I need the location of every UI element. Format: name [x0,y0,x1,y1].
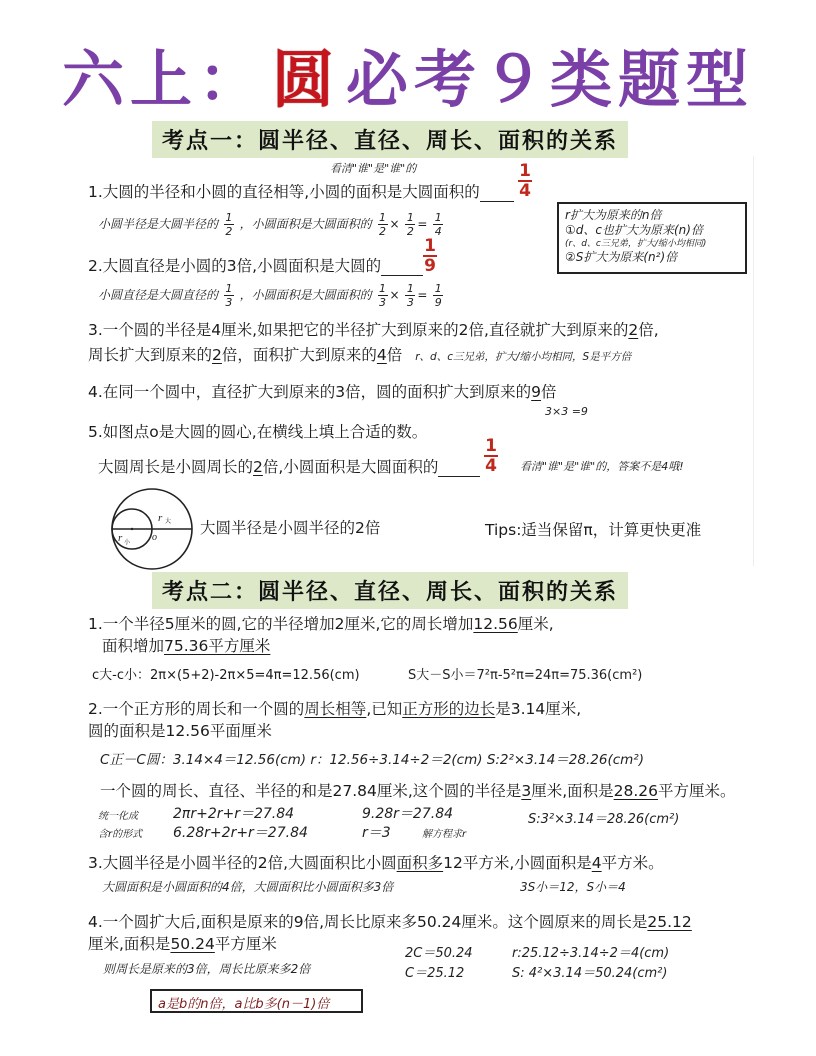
title-suffix: 必考９类题型 [346,43,755,116]
s1-q1-answer: 1 4 [519,161,531,201]
center-label: o [152,532,157,543]
s2-q2b-eq1: 2πr+2r+r＝27.84 [173,806,295,822]
s2-q1-work-c: c大-c小：2π×(5+2)-2π×5=4π=12.56(cm) [92,668,360,683]
svg-text:大: 大 [165,518,172,525]
r-small-label: r [118,532,123,544]
s1-q1-text: 1.大圆的半径和小圆的直径相等,小圆的面积是大圆面积的 [88,180,514,202]
page-title [0,30,816,119]
s2-q4-line1: 4.一个圆扩大后,面积是原来的9倍,周长比原来多50.24厘米。这个圆原来的周长是25.12 [88,913,692,931]
s1-q1-work: 小圆半径是大圆半径的 $\frac{1}{2}$ ，小圆面积是大圆面积的 $\frac{1}{2}$ × $\frac{1}{2}$ = $\frac{1}{4}$ [98,211,442,238]
s2-q2-work: C正－C圆：3.14×4＝12.56(cm) r：12.56÷3.14÷2＝2(cm) S:2²×3.14＝28.26(cm²) [100,752,644,768]
q1-hint: 看清"谁"是"谁"的 [330,162,417,175]
s2-q1-work-s: S大－S小＝7²π-5²π=24π=75.36(cm²) [408,668,643,683]
s2-q3-work: 大圆面积是小圆面积的4倍，大圆面积比小圆面积多3倍 [102,880,394,894]
s1-q5-answer: 1 4 [485,436,497,476]
s2-q4-line2: 厘米,面积是50.24平方厘米 [88,935,277,953]
s2-q2b-eq5: S:3²×3.14＝28.26(cm²) [528,812,680,827]
s2-q4-eq1: 2C＝50.24 [405,946,473,961]
s2-q2b-eq4: r＝3 [362,825,391,841]
s2-q2b-eq4-note: 解方程求r [422,829,467,840]
s2-q4-work-note: 则周长是原来的3倍，周长比原来多2倍 [103,962,311,976]
s2-q4-eq4: S: 4²×3.14＝50.24(cm²) [512,966,668,981]
s2-q4-eq3: r:25.12÷3.14÷2＝4(cm) [512,946,670,961]
s1-q4-work: 3×3 =9 [545,405,588,418]
s2-q2b-eq2: 6.28r+2r+r＝27.84 [173,825,308,841]
title-highlight: 圆 [271,43,340,116]
s2-q2b-note2: 含r的形式 [98,829,143,840]
s1-q2-answer: 1 9 [424,236,436,276]
s2-q3-text: 3.大圆半径是小圆半径的2倍,大圆面积比小圆面积多12平方米,小圆面积是4平方米。 [88,854,664,872]
s1-q3-line1: 3.一个圆的半径是4厘米,如果把它的半径扩大到原来的2倍,直径就扩大到原来的2倍, [88,321,659,339]
s2-q2b-note1: 统一化成 [98,811,138,822]
tips-text: Tips:适当保留π，计算更快更准 [485,521,702,539]
s1-q2-work: 小圆直径是大圆直径的 $\frac{1}{3}$ ，小圆面积是大圆面积的 $\frac{1}{3}$ × $\frac{1}{3}$ = $\frac{1}{9}$ [98,282,442,309]
s1-q4-text: 4.在同一个圆中，直径扩大到原来的3倍，圆的面积扩大到原来的9倍 [88,383,557,401]
s1-q5-sub: 大圆周长是小圆周长的2倍,小圆面积是大圆面积的 [98,455,480,477]
s2-q4-eq2: C＝25.12 [405,966,465,981]
rule-note-box: r扩大为原来的n倍 ①d、c也扩大为原来(n)倍 (r、d、c三兄弟，扩大/缩小均相同) ②S扩大为原来(n²)倍 [557,202,747,274]
s2-q2-line1: 2.一个正方形的周长和一个圆的周长相等,已知正方形的边长是3.14厘米, [88,700,582,718]
s2-q2b-text: 一个圆的周长、直径、半径的和是27.84厘米,这个圆的半径是3厘米,面积是28.26平方厘米。 [100,782,736,800]
diagram-caption: 大圆半径是小圆半径的2倍 [200,519,381,537]
multiple-rule-box: a是b的n倍，a比b多(n－1)倍 [150,989,363,1013]
s2-q2b-eq3: 9.28r＝27.84 [362,806,454,822]
s2-q3-work2: 3S小＝12，S小＝4 [520,880,626,894]
s1-q5-text: 5.如图点o是大圆的圆心,在横线上填上合适的数。 [88,423,428,441]
concentric-circles-diagram [100,486,200,570]
section2-banner: 考点二：圆半径、直径、周长、面积的关系 [152,572,628,609]
s1-q3-line2: 周长扩大到原来的2倍，面积扩大到原来的4倍 r、d、c三兄弟，扩大/缩小均相同，S是平方倍 [88,346,632,364]
s1-q2-text: 2.大圆直径是小圆的3倍,小圆面积是大圆的 [88,254,423,276]
r-big-label: r [158,512,163,524]
section1-banner: 考点一：圆半径、直径、周长、面积的关系 [152,121,628,158]
s2-q2-line2: 圆的面积是12.56平面厘米 [88,722,272,740]
title-prefix: 六上： [61,43,266,116]
s2-q1-line2: 面积增加75.36平方厘米 [102,637,271,655]
s2-q1-line1: 1.一个半径5厘米的圆,它的半径增加2厘米,它的周长增加12.56厘米, [88,615,554,633]
s1-q5-hint: 看清"谁"是"谁"的，答案不是4哦! [520,460,684,473]
svg-text:小: 小 [124,539,131,546]
